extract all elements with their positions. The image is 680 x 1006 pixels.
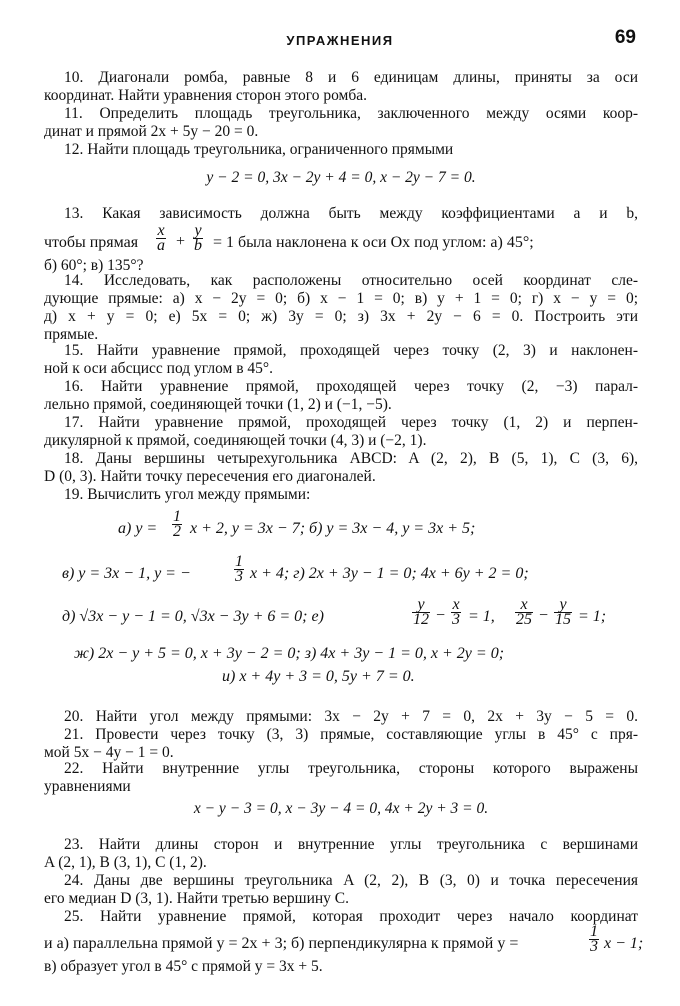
- fraction-numerator: y: [412, 598, 430, 613]
- fraction-x-over-a: [156, 224, 166, 253]
- fraction-one-third: [589, 925, 599, 954]
- plus-sign: +: [176, 233, 186, 250]
- fraction-numerator: x: [157, 222, 165, 239]
- fraction-one-third: [234, 555, 244, 584]
- fraction-denominator: 3: [590, 938, 598, 955]
- text-line: 14. Исследовать, как расположены относительно осей координат сле-: [64, 272, 638, 289]
- minus-sign: −: [539, 607, 549, 624]
- formula-zh-z: ж) 2x − y + 5 = 0, x + 3y − 2 = 0; з) 4x + 3y − 1 = 0, x + 2y = 0;: [74, 645, 505, 662]
- text-line: д) x + y = 0; е) 5x = 0; ж) 3y = 0; з) 3x + 2y − 6 = 0. Построить эти: [44, 308, 638, 325]
- fraction-numerator: x: [452, 596, 460, 613]
- fraction-denominator: 25: [516, 611, 532, 628]
- text-line: 22. Найти внутренние углы треугольника, стороны которого выражены: [64, 760, 638, 777]
- text-line: 15. Найти уравнение прямой, проходящей через точку (2, 3) и наклонен-: [64, 342, 638, 359]
- text-line: 21. Провести через точку (3, 3) прямые, составляющие углы в 45° с пря-: [64, 726, 638, 743]
- fraction-y-over-b: [193, 224, 203, 253]
- fraction-denominator: 12: [413, 611, 429, 628]
- fraction-numerator: 1: [173, 508, 181, 525]
- text-line: б) 60°; в) 135°?: [44, 257, 144, 274]
- formula-i: и) x + 4y + 3 = 0, 5y + 7 = 0.: [222, 668, 415, 685]
- text-line: 12. Найти площадь треугольника, ограниченного прямыми: [64, 141, 454, 158]
- running-header-title: УПРАЖНЕНИЯ: [286, 33, 394, 48]
- text-line: координат. Найти уравнения сторон этого ромба.: [44, 87, 367, 104]
- text-line: 24. Даны две вершины треугольника A (2, 2), B (3, 0) и точка пересечения: [64, 872, 638, 889]
- fraction-y-over-12: [412, 598, 430, 627]
- text-line: дикулярной к прямой, соединяющей точки (4, 3) и (−2, 1).: [44, 432, 427, 449]
- formula-v-start: в) y = 3x − 1, y = −: [62, 565, 191, 582]
- text-line: 13. Какая зависимость должна быть между коэффициентами a и b,: [64, 205, 638, 222]
- text-line: 25. Найти уравнение прямой, которая проходит через начало координат: [64, 908, 638, 925]
- fraction-numerator: 1: [590, 923, 598, 940]
- text-line: мой 5x − 4y − 1 = 0.: [44, 744, 174, 761]
- text-fragment: и а) параллельна прямой y = 2x + 3; б) перпендикулярна к прямой y =: [44, 935, 519, 952]
- page-number: 69: [614, 27, 636, 48]
- formula-v-end: x + 4; г) 2x + 3y − 1 = 0; 4x + 6y + 2 = 0;: [250, 565, 529, 582]
- equation-line: x − y − 3 = 0, x − 3y − 4 = 0, 4x + 2y + 3 = 0.: [193, 800, 489, 817]
- text-line: 23. Найти длины сторон и внутренние углы треугольника с вершинами: [64, 836, 638, 853]
- text-line: дующие прямые: а) x − 2y = 0; б) x − 1 = 0; в) y + 1 = 0; г) x − y = 0;: [44, 290, 638, 307]
- text-line: в) образует угол в 45° с прямой y = 3x + 5.: [44, 958, 323, 975]
- text-fragment: чтобы прямая: [44, 234, 139, 251]
- minus-sign: −: [436, 607, 446, 624]
- fraction-x-over-25: [515, 598, 533, 627]
- text-line: уравнениями: [44, 778, 131, 795]
- text-line: лельно прямой, соединяющей точки (1, 2) и (−1, −5).: [44, 396, 392, 413]
- fraction-numerator: 1: [235, 553, 243, 570]
- fraction-denominator: a: [157, 237, 165, 254]
- text-line: 16. Найти уравнение прямой, проходящей через точку (2, −3) парал-: [64, 378, 638, 395]
- formula-e-end: = 1;: [578, 608, 607, 625]
- text-line: 10. Диагонали ромба, равные 8 и 6 единицам длины, приняты за оси: [64, 69, 638, 86]
- text-line: 17. Найти уравнение прямой, проходящей через точку (1, 2) и перпен-: [64, 414, 638, 431]
- text-line: ной к оси абсцисс под углом в 45°.: [44, 360, 273, 377]
- text-fragment: x − 1;: [604, 935, 644, 952]
- text-line: 20. Найти угол между прямыми: 3x − 2y + 7 = 0, 2x + 3y − 5 = 0.: [64, 708, 638, 725]
- formula-d-start: д) √3x − y − 1 = 0, √3x − 3y + 6 = 0; е): [62, 608, 324, 625]
- fraction-one-half: [172, 510, 182, 539]
- equation-line: y − 2 = 0, 3x − 2y + 4 = 0, x − 2y − 7 = 0.: [206, 169, 476, 186]
- text-line: 18. Даны вершины четырехугольника ABCD: A (2, 2), B (5, 1), C (3, 6),: [64, 450, 638, 467]
- formula-e-mid: = 1,: [468, 608, 495, 625]
- fraction-denominator: 15: [555, 611, 571, 628]
- text-line: его медиан D (3, 1). Найти третью вершину C.: [44, 890, 350, 907]
- fraction-denominator: 3: [235, 568, 243, 585]
- fraction-numerator: y: [554, 598, 572, 613]
- text-line: 11. Определить площадь треугольника, заключенного между осями коор-: [64, 105, 638, 122]
- fraction-denominator: b: [194, 237, 202, 254]
- text-line: A (2, 1), B (3, 1), C (1, 2).: [44, 854, 207, 871]
- text-line: 19. Вычислить угол между прямыми:: [64, 486, 311, 503]
- fraction-numerator: x: [515, 598, 533, 613]
- text-line: D (0, 3). Найти точку пересечения его диагоналей.: [44, 468, 376, 485]
- fraction-denominator: 3: [452, 611, 460, 628]
- fraction-y-over-15: [554, 598, 572, 627]
- text-line: прямые.: [44, 326, 99, 343]
- text-fragment: = 1 была наклонена к оси Ox под углом: а) 45°;: [213, 234, 534, 251]
- formula-a-end: x + 2, y = 3x − 7; б) y = 3x − 4, y = 3x + 5;: [190, 520, 476, 537]
- fraction-numerator: y: [194, 222, 202, 239]
- text-line: динат и прямой 2x + 5y − 20 = 0.: [44, 123, 259, 140]
- formula-a-start: а) y =: [118, 520, 158, 537]
- fraction-denominator: 2: [173, 523, 181, 540]
- fraction-x-over-3: [451, 598, 461, 627]
